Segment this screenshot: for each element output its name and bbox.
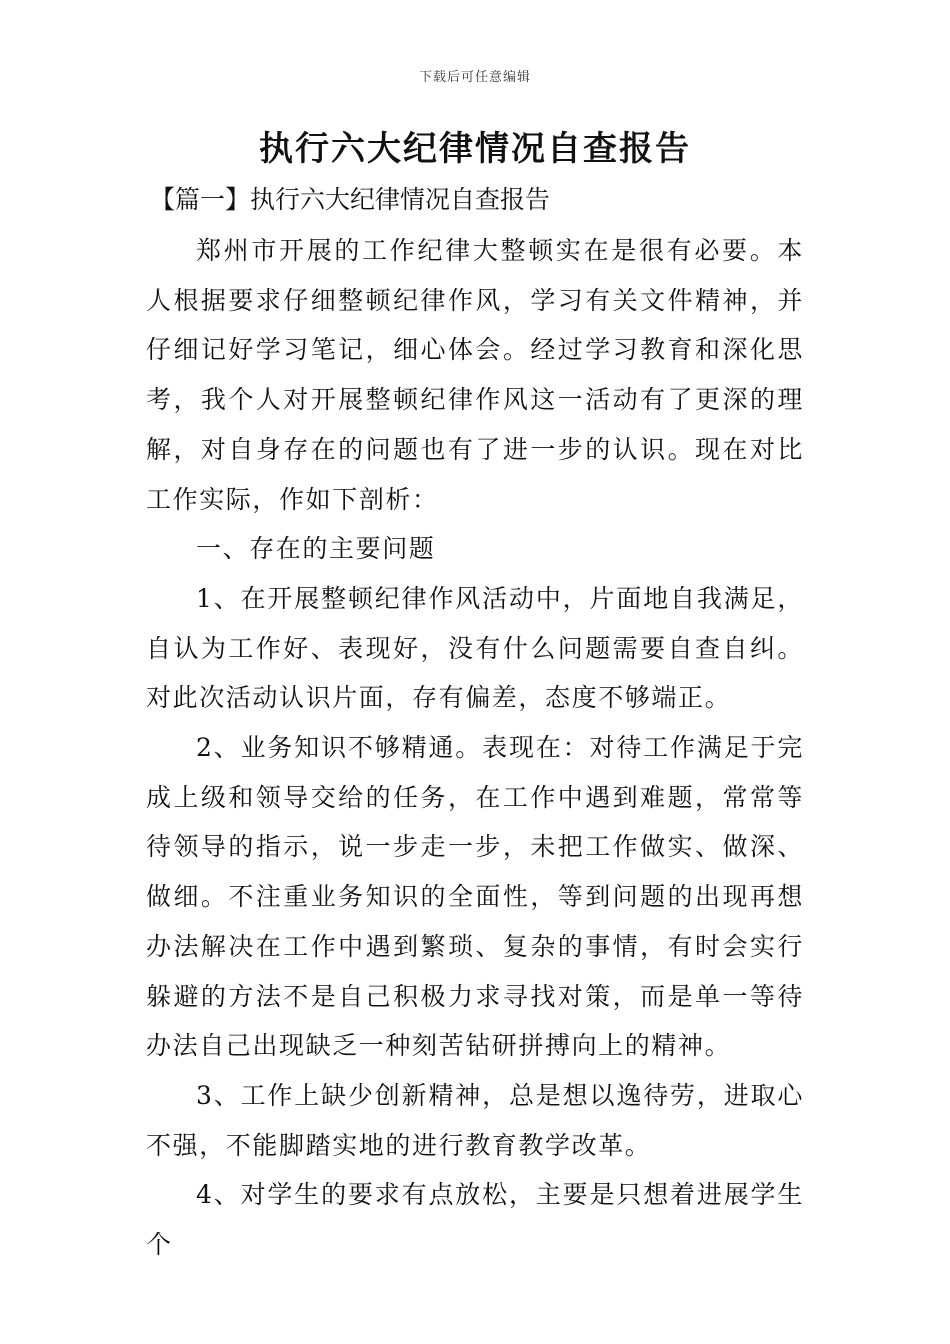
paragraph-problem-3: 3、工作上缺少创新精神，总是想以逸待劳，进取心不强，不能脚踏实地的进行教育教学改革。: [146, 1080, 804, 1160]
document-title: 执行六大纪律情况自查报告: [259, 129, 691, 169]
document-body: [146, 226, 804, 1270]
header-note: 下载后可任意编辑: [418, 70, 531, 85]
section-heading: 【篇一】执行六大纪律情况自查报告: [150, 185, 551, 214]
paragraph-problem-2: 2、业务知识不够精通。表现在：对待工作满足于完成上级和领导交给的任务，在工作中遇到难题，常常等待领导的指示，说一步走一步，未把工作做实、做深、做细。不注重业务知识的全面性，等到问题的出现再想办法解决在工作中遇到繁琐、复杂的事情，有时会实行躲避的方法不是自己积极力求寻找对策，而是单一等待办法自己出现缺乏一种刻苦钻研拼搏向上的精神。: [146, 733, 804, 1061]
paragraph-problem-4: 4、对学生的要求有点放松，主要是只想着进展学生个: [146, 1180, 804, 1260]
paragraph-problem-1: 1、在开展整顿纪律作风活动中，片面地自我满足，自认为工作好、表现好，没有什么问题需要自查自纠。对此次活动认识片面，存有偏差，态度不够端正。: [146, 583, 804, 713]
paragraph-main-problems-heading: 一、存在的主要问题: [196, 534, 436, 564]
paragraph-intro: 郑州市开展的工作纪律大整顿实在是很有必要。本人根据要求仔细整顿纪律作风，学习有关文件精神，并仔细记好学习笔记，细心体会。经过学习教育和深化思考，我个人对开展整顿纪律作风这一活动有了更深的理解，对自身存在的问题也有了进一步的认识。现在对比工作实际，作如下剖析：: [146, 236, 804, 514]
